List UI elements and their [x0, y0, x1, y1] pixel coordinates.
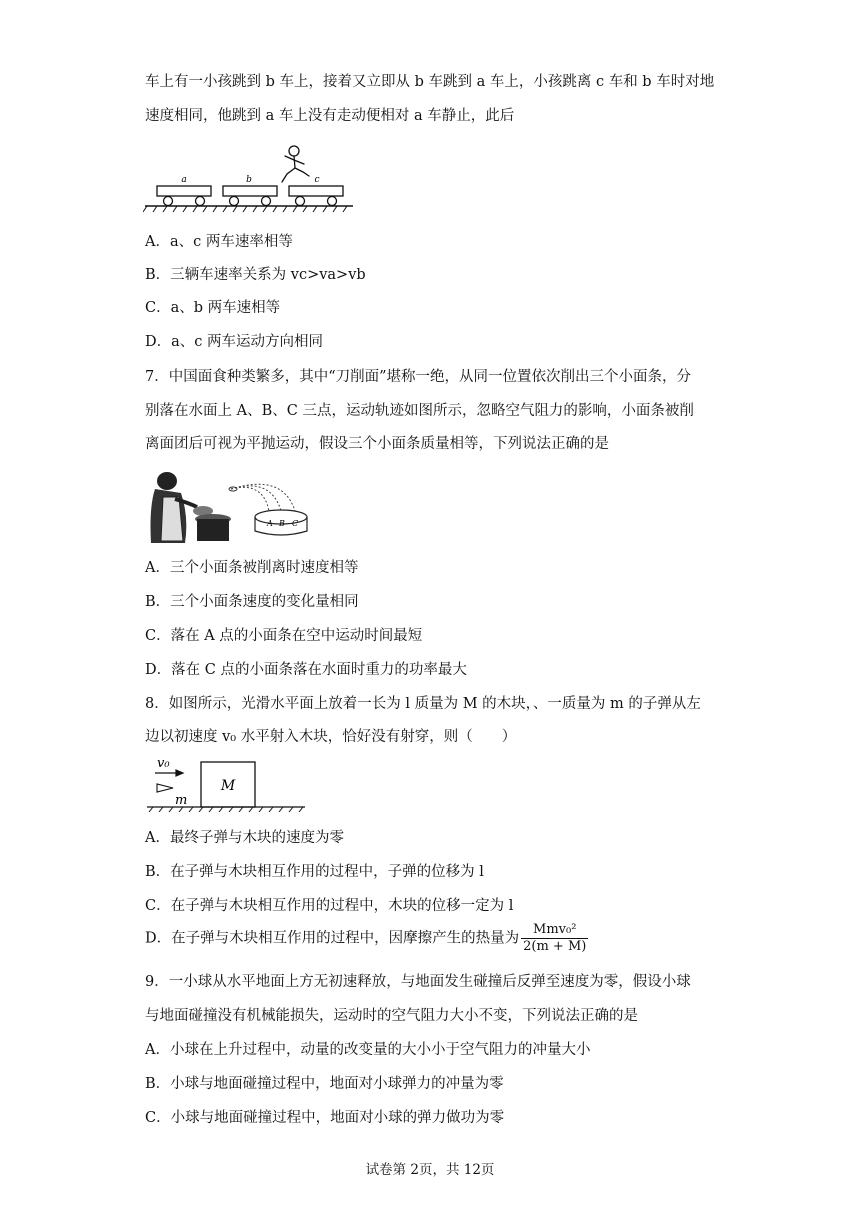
q6-option-d: D．a、c 两车运动方向相同 — [145, 334, 323, 350]
q6-stem-line-2: 速度相同，他跳到 a 车上没有走动便相对 a 车静止，此后 — [145, 108, 515, 124]
point-c-label: C — [292, 519, 299, 528]
q8-stem-line-1: 8．如图所示，光滑水平面上放着一长为 l 质量为 M 的木块，、一质量为 m 的子弹从左 — [145, 696, 701, 712]
q7-stem-line-2: 别落在水面上 A、B、C 三点，运动轨迹如图所示，忽略空气阻力的影响，小面条被削 — [145, 403, 694, 419]
page-footer: 试卷第 2页，共 12页 — [365, 1162, 495, 1178]
point-b-label: B — [279, 519, 285, 528]
bullet-icon — [157, 784, 173, 792]
q7-option-a: A．三个小面条被削离时速度相等 — [145, 560, 359, 576]
q9-stem-line-1: 9．一小球从水平地面上方无初速释放，与地面发生碰撞后反弹至速度为零，假设小球 — [145, 974, 691, 990]
cart-b — [223, 186, 277, 206]
q9-option-b: B．小球与地面碰撞过程中，地面对小球弹力的冲量为零 — [145, 1076, 504, 1092]
heat-fraction — [521, 922, 588, 955]
noodle-chef-figure — [145, 467, 310, 545]
q8-option-b: B．在子弹与木块相互作用的过程中，子弹的位移为 l — [145, 864, 484, 880]
q6-stem-line-1: 车上有一小孩跳到 b 车上，接着又立即从 b 车跳到 a 车上，小孩跳离 c 车和 b 车时对地 — [145, 74, 715, 90]
fraction-denominator: 2(m + M) — [523, 939, 587, 954]
q7-stem-line-1: 7．中国面食种类繁多，其中“刀削面”堪称一绝，从同一位置依次削出三个小面条，分 — [145, 369, 692, 385]
q7-stem-line-3: 离面团后可视为平抛运动，假设三个小面条质量相等，下列说法正确的是 — [145, 436, 609, 452]
q9-stem-line-2: 与地面碰撞没有机械能损失，运动时的空气阻力大小不变，下列说法正确的是 — [145, 1008, 638, 1024]
q8-option-d — [145, 922, 588, 955]
cart-c — [289, 186, 343, 206]
bullet-block-figure — [145, 754, 310, 812]
pot-figure — [195, 514, 231, 541]
q8-stem-line-2: 边以初速度 v₀ 水平射入木块，恰好没有射穿，则（ ） — [145, 729, 517, 745]
q9-option-a: A．小球在上升过程中，动量的改变量的大小小于空气阻力的冲量大小 — [145, 1042, 591, 1058]
q7-option-c: C．落在 A 点的小面条在空中运动时间最短 — [145, 628, 423, 644]
q6-option-a: A．a、c 两车速率相等 — [145, 234, 293, 250]
block-mass-label: M — [220, 778, 236, 794]
bullet-mass-label: m — [175, 793, 188, 808]
q6-option-c: C．a、b 两车速相等 — [145, 300, 281, 316]
velocity-label: v₀ — [157, 756, 170, 771]
q7-option-b: B．三个小面条速度的变化量相同 — [145, 594, 359, 610]
q8-option-d-text: D．在子弹与木块相互作用的过程中，因摩擦产生的热量为 — [145, 930, 520, 947]
noodle-trajectories — [231, 484, 295, 511]
q8-option-c: C．在子弹与木块相互作用的过程中，木块的位移一定为 l — [145, 898, 514, 914]
point-a-label: A — [267, 519, 273, 528]
cart-a — [157, 186, 211, 206]
cart-a-label: a — [181, 175, 187, 185]
q8-option-a: A．最终子弹与木块的速度为零 — [145, 830, 344, 846]
q9-option-c: C．小球与地面碰撞过程中，地面对小球的弹力做功为零 — [145, 1110, 505, 1126]
fraction-numerator: Mmv₀² — [521, 922, 588, 939]
q6-option-b: B．三辆车速率关系为 vc>va>vb — [145, 267, 366, 283]
child-figure — [282, 146, 309, 182]
q7-option-d: D．落在 C 点的小面条落在水面时重力的功率最大 — [145, 662, 467, 678]
cart-c-label: c — [314, 175, 320, 185]
cart-b-label: b — [246, 175, 252, 185]
carts-figure — [143, 142, 355, 214]
